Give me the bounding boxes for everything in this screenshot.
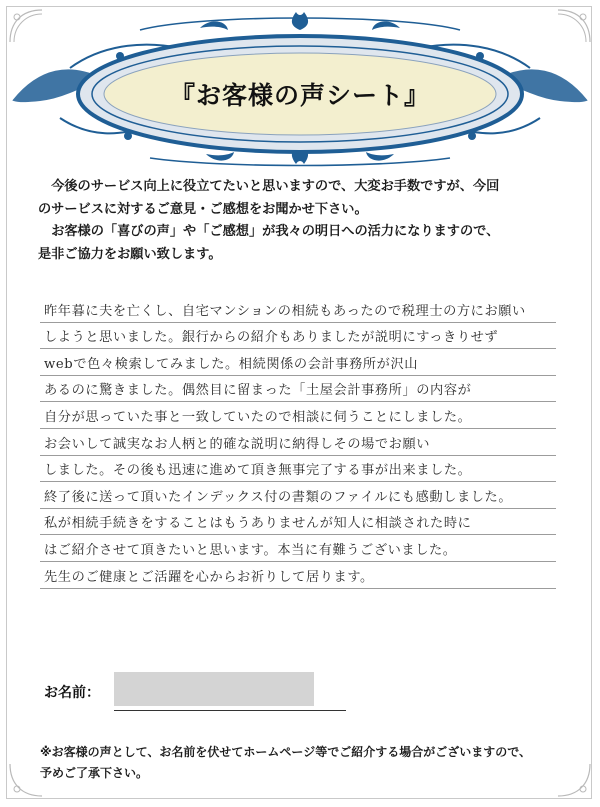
disclaimer-note [40, 742, 580, 784]
ruled-line [40, 296, 556, 323]
ruled-line [40, 509, 556, 536]
corner-ornament-bottom-left [8, 762, 44, 798]
handwritten-line: 私が相続手続きをすることはもうありませんが知人に相談された時に [44, 516, 472, 532]
name-underline [114, 710, 346, 711]
ruled-line [40, 456, 556, 483]
handwritten-line: 終了後に送って頂いたインデックス付の書類のファイルにも感動しました。 [44, 489, 513, 505]
ruled-line [40, 429, 556, 456]
ruled-line [40, 349, 556, 376]
handwritten-line: webで色々検索してみました。相続関係の会計事務所が沢山 [44, 356, 419, 372]
handwritten-line: しようと思いました。銀行からの紹介もありましたが説明にすっきりせず [44, 330, 499, 346]
handwritten-line: あるのに驚きました。偶然目に留まった「土屋会計事務所」の内容が [44, 383, 472, 399]
handwritten-line: 自分が思っていた事と一致していたので相談に伺うことにしました。 [44, 409, 472, 425]
ruled-line [40, 562, 556, 589]
intro-line: のサービスに対するご意見・ご感想をお聞かせ下さい。 [38, 201, 368, 217]
intro-line: お客様の「喜びの声」や「ご感想」が我々の明日への活力になりますので、 [51, 224, 500, 239]
handwritten-line: はご紹介させて頂きたいと思います。本当に有難うございました。 [44, 542, 457, 558]
ruled-line [40, 402, 556, 429]
ruled-line [40, 535, 556, 562]
intro-line: 是非ご協力をお願い致します。 [38, 246, 222, 262]
handwritten-line: 先生のご健康とご活躍を心からお祈りして居ります。 [44, 569, 374, 585]
handwritten-line: しました。その後も迅速に進めて頂き無事完了する事が出来ました。 [44, 463, 472, 479]
footnote-line: ※お客様の声として、お名前を伏せてホームページ等でご紹介する場合がございますので、 [40, 745, 531, 759]
footnote-line: 予めご了承下さい。 [40, 766, 149, 780]
redacted-name-box [114, 672, 314, 706]
intro-line: 今後のサービス向上に役立てたいと思いますので、大変お手数ですが、今回 [51, 179, 500, 194]
name-field [44, 672, 344, 706]
ruled-line [40, 376, 556, 403]
name-label: お名前： [44, 685, 100, 701]
page-title: 『お客様の声シート』 [169, 81, 430, 110]
intro-text [38, 176, 568, 266]
handwritten-line: お会いして誠実なお人柄と的確な説明に納得しその場でお願い [44, 436, 431, 452]
ruled-line [40, 323, 556, 350]
ruled-line [40, 482, 556, 509]
handwritten-line: 昨年暮に夫を亡くし、自宅マンションの相続もあったので税理士の方にお願い [44, 303, 526, 319]
handwritten-comment [40, 296, 556, 589]
